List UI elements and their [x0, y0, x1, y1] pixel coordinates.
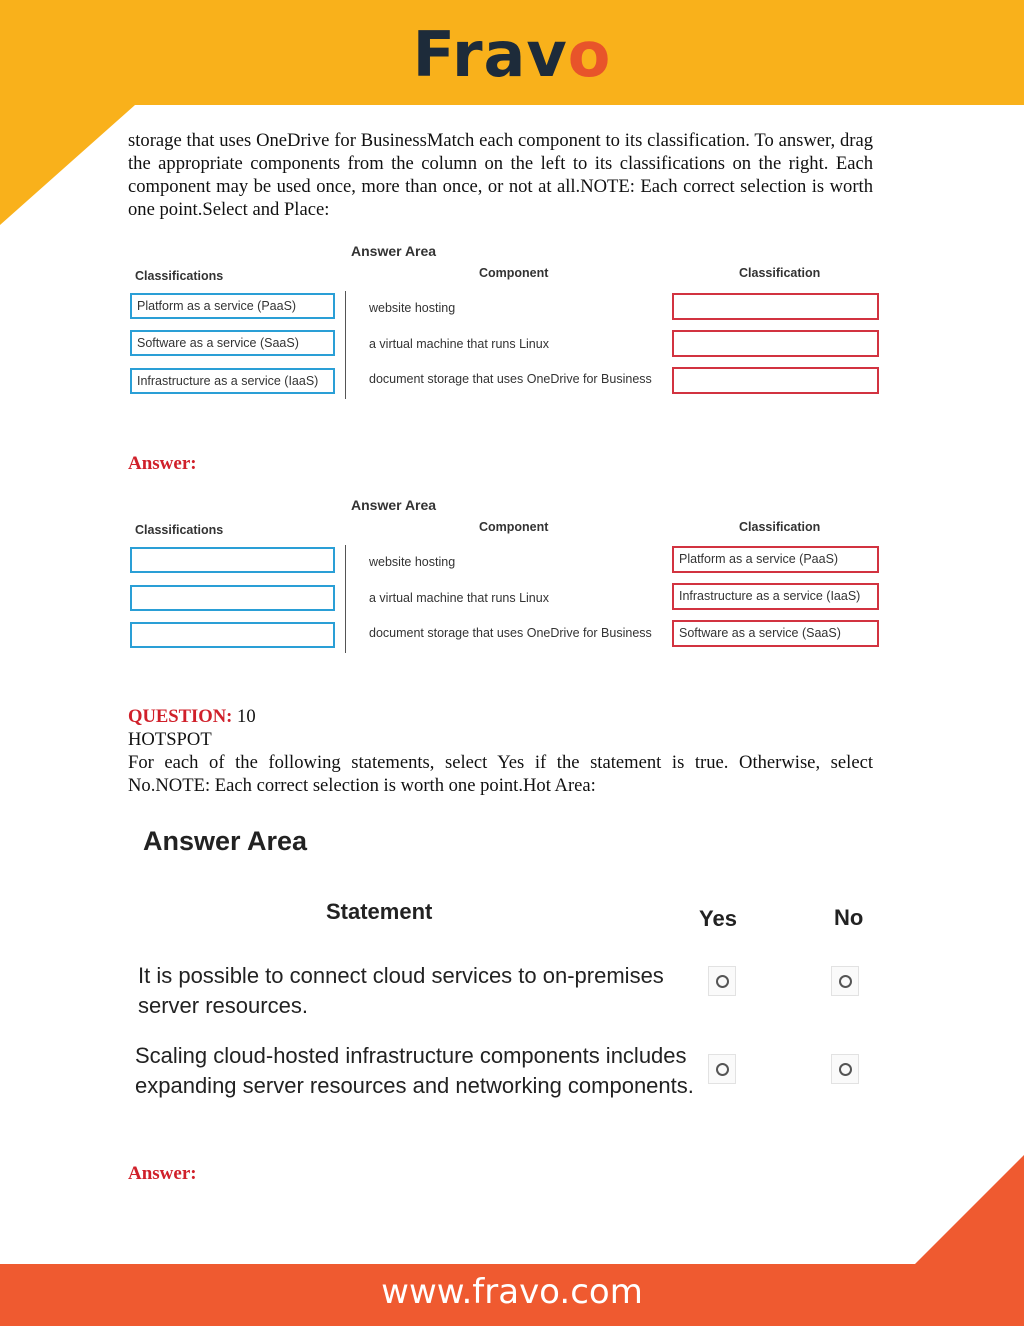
yes-heading: Yes — [699, 906, 737, 931]
no-radio-statement-1[interactable] — [831, 966, 859, 996]
radio-circle-icon — [716, 1063, 729, 1076]
empty-classification-slot[interactable] — [130, 547, 335, 573]
answer-area-title: Answer Area — [351, 243, 437, 259]
radio-circle-icon — [839, 975, 852, 988]
hotspot-area-title: Answer Area — [143, 826, 308, 856]
question-text: For each of the following statements, select Yes if the statement is true. Otherwise, select No.NOTE: Each correct selection is worth one point.Hot Area: — [128, 752, 873, 796]
drop-target-classification[interactable] — [672, 330, 879, 357]
answer-classification-iaas[interactable]: Infrastructure as a service (IaaS) — [672, 583, 879, 610]
answer-classification-paas[interactable]: Platform as a service (PaaS) — [672, 546, 879, 573]
statement-2 — [135, 1041, 694, 1101]
classifications-heading: Classifications — [135, 269, 224, 283]
component-label: document storage that uses OneDrive for Business — [369, 372, 652, 386]
statement-line: It is possible to connect cloud services to on-premises — [138, 963, 664, 988]
yes-radio-statement-2[interactable] — [708, 1054, 736, 1084]
component-label: website hosting — [369, 555, 456, 569]
component-heading: Component — [479, 266, 549, 280]
component-heading: Component — [479, 520, 549, 534]
question-number: 10 — [237, 706, 256, 727]
intro-text: storage that uses OneDrive for BusinessMatch each component to its classification. To answer, drag the appropriate components from the column on the left to its classifications on the right. Each component may be used once, more than once, or not at all.NOTE: Each correct selection is worth one point.Select and Place: — [128, 130, 873, 220]
yes-radio-statement-1[interactable] — [708, 966, 736, 996]
draggable-classification-saas[interactable]: Software as a service (SaaS) — [130, 330, 335, 356]
drop-target-classification[interactable] — [672, 367, 879, 394]
draggable-classification-iaas[interactable]: Infrastructure as a service (IaaS) — [130, 368, 335, 394]
classification-heading: Classification — [739, 266, 821, 280]
radio-circle-icon — [839, 1063, 852, 1076]
draggable-classification-paas[interactable]: Platform as a service (PaaS) — [130, 293, 335, 319]
answer-classification-saas[interactable]: Software as a service (SaaS) — [672, 620, 879, 647]
component-label: a virtual machine that runs Linux — [369, 337, 549, 351]
component-label: a virtual machine that runs Linux — [369, 591, 549, 605]
question-type: HOTSPOT — [128, 729, 212, 750]
statement-line: expanding server resources and networking components. — [135, 1073, 694, 1098]
answer-label: Answer: — [128, 453, 197, 474]
statement-line: server resources. — [138, 993, 308, 1018]
drop-target-classification[interactable] — [672, 293, 879, 320]
classifications-heading: Classifications — [135, 523, 224, 537]
answer-area-title: Answer Area — [351, 497, 437, 513]
answer-label: Answer: — [128, 1163, 197, 1184]
column-divider — [345, 545, 346, 653]
question-heading — [128, 705, 873, 728]
empty-classification-slot[interactable] — [130, 622, 335, 648]
no-radio-statement-2[interactable] — [831, 1054, 859, 1084]
classification-heading: Classification — [739, 520, 821, 534]
empty-classification-slot[interactable] — [130, 585, 335, 611]
no-heading: No — [834, 905, 864, 930]
statement-line: Scaling cloud-hosted infrastructure components includes — [135, 1043, 687, 1068]
fravo-logo: Fravo — [412, 18, 612, 91]
footer-url[interactable]: www.fravo.com — [381, 1272, 643, 1312]
component-label: website hosting — [369, 301, 456, 315]
column-divider — [345, 291, 346, 399]
statement-1 — [138, 961, 664, 1021]
component-label: document storage that uses OneDrive for Business — [369, 626, 652, 640]
question-label: QUESTION: — [128, 706, 233, 727]
statement-heading: Statement — [326, 899, 433, 924]
radio-circle-icon — [716, 975, 729, 988]
